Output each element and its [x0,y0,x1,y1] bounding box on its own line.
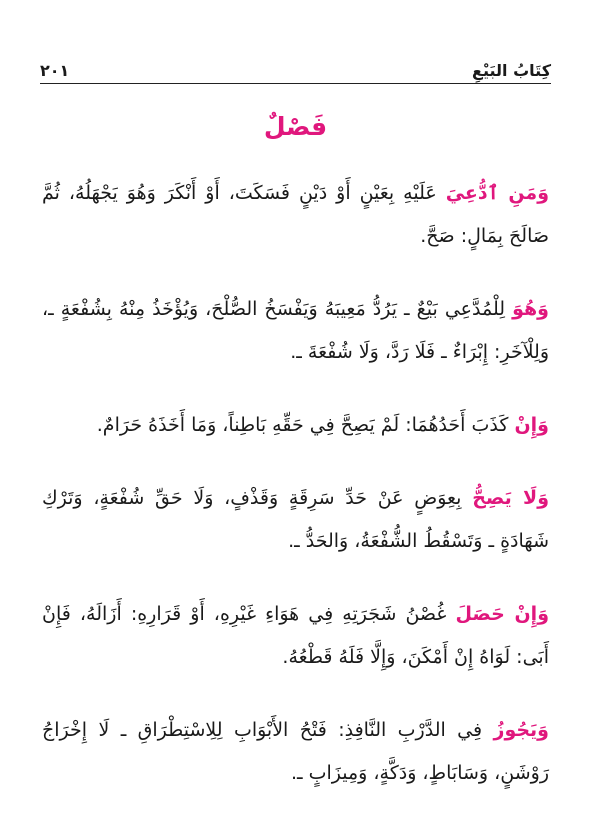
paragraph-lead: وَمَنِ ٱدُّعِيَ [445,182,550,204]
running-header [40,58,551,80]
paragraph-lead: وَإِنْ حَصَلَ [455,603,550,625]
paragraph [42,172,549,258]
header-rule [40,83,551,84]
paragraph [42,709,549,795]
paragraph [42,404,549,447]
paragraph-text: غُصْنُ شَجَرَتِهِ فِي هَوَاءِ غَيْرِهِ، أَوْ قَرَارِهِ: أَزَالَهُ، فَإِنْ أَبَى: لَوَاهُ إِنْ أَمْكَنَ، وَإِلَّا فَلَهُ قَطْعُهُ. [42,603,549,668]
page-number: ٢٠١ [40,61,70,80]
section-title: فَصْلٌ [263,112,328,141]
paragraph [42,477,549,563]
paragraph-lead: وَإِنْ [514,414,549,436]
paragraph-lead: وَهُوَ [512,298,549,320]
paragraph-text: عَلَيْهِ بِعَيْنٍ أَوْ دَيْنٍ فَسَكَتَ، أَوْ أَنْكَرَ وَهُوَ يَجْهَلُهُ، ثُمَّ صَالَحَ بِمَالٍ: صَحَّ. [42,182,549,247]
paragraph-lead: وَلَا يَصِحُّ [472,487,550,509]
paragraph-text: بِعِوَضٍ عَنْ حَدِّ سَرِقَةٍ وَقَذْفٍ، وَلَا حَقِّ شُفْعَةٍ، وَتَرْكِ شَهَادَةٍ ـ وَتَسْقُطُ الشُّفْعَةُ، وَالحَدُّ ـ. [42,487,549,552]
paragraph-text: فِي الدَّرْبِ النَّافِذِ: فَتْحُ الأَبْوَابِ لِلِاسْتِطْرَاقِ ـ لَا إِخْرَاجُ رَوْشَنٍ، وَسَابَاطٍ، وَدَكَّةٍ، وَمِيزَابٍ ـ. [42,719,549,784]
body-text [42,172,549,825]
paragraph [42,288,549,374]
paragraph-text: كَذَبَ أَحَدُهُمَا: لَمْ يَصِحَّ فِي حَقِّهِ بَاطِناً، وَمَا أَخَذَهُ حَرَامٌ. [96,414,515,436]
paragraph-text: لِلْمُدَّعِي بَيْعٌ ـ يَرُدُّ مَعِيبَهُ وَيَفْسَخُ الصُّلْحَ، وَيُؤْخَذُ مِنْهُ بِشُفْعَةٍ ـ، وَلِلْآخَرِ: إِبْرَاءٌ ـ فَلَا رَدَّ، وَلَا شُفْعَةَ ـ. [42,298,549,363]
paragraph [42,593,549,679]
running-header-title: كِتَابُ البَيْعِ [472,61,551,80]
paragraph-lead: وَيَجُوزُ [493,719,549,741]
